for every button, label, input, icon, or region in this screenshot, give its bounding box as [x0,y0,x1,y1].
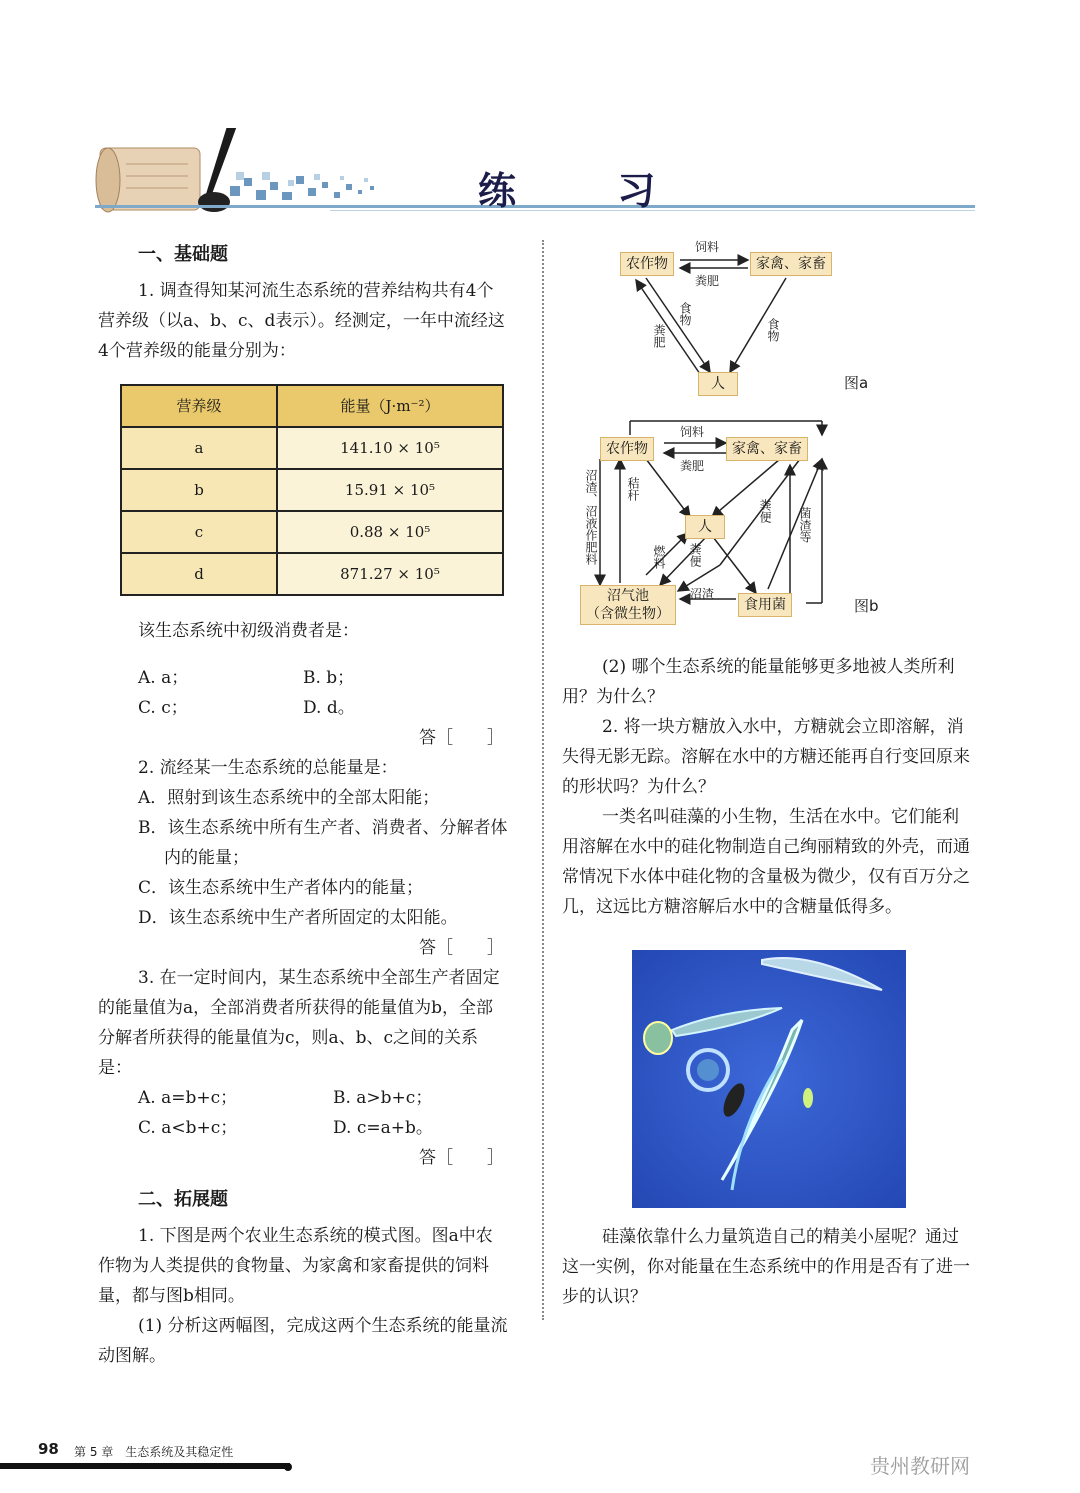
fig-b-mushroom-residue-label: 菌渣等 [798,507,812,543]
q2-option-a: A．照射到该生态系统中的全部太阳能； [138,788,440,808]
q2-stem: 2. 流经某一生态系统的总能量是： [138,758,398,778]
q1-option-d: D. d。 [303,698,355,718]
fig-a-manure-label: 粪肥 [695,274,720,288]
fig-b-mushroom-node: 食用菌 [738,593,792,617]
fig-b-livestock-node: 家禽、家畜 [726,437,808,461]
q3-answer-blank[interactable]: 答［ ］ [419,1148,504,1168]
table-cell: 141.10 × 10⁵ [277,427,503,469]
fig-a-feed-label: 饲料 [695,240,720,254]
fig-b-residue-fertilizer-label: 沼渣、沼液作肥料 [584,469,598,565]
q3-options-row1 [138,1083,508,1113]
table-header-row [121,385,503,427]
q3-option-b: B. a>b+c； [333,1088,433,1108]
column-divider [542,240,544,1320]
fig-b-residue-label: 沼渣 [690,587,715,601]
header-pixel-decoration [230,168,390,208]
footer-rule [0,1463,290,1469]
table-cell: d [121,553,277,595]
q3-option-c: C. a<b+c； [138,1118,238,1138]
q1-option-c: C. c； [138,698,188,718]
right-column [562,652,974,922]
fig-a-human-node: 人 [698,372,738,396]
table-cell: 0.88 × 10⁵ [277,511,503,553]
q1-stem: 1. 调查得知某河流生态系统的营养结构共有4个营养级（以a、b、c、d表示）。经测定，一年中流经这4个营养级的能量分别为： [98,281,505,361]
q1-question: 该生态系统中初级消费者是： [138,621,359,641]
fig-b-crops-node: 农作物 [600,437,654,461]
q2-option-b: B．该生态系统中所有生产者、消费者、分解者体内的能量； [138,818,508,868]
ext-q1-part2: (2) 哪个生态系统的能量能够更多地被人类所利用？为什么？ [562,657,955,707]
fig-b-excrement-label: 粪便 [688,543,702,567]
fig-b-fuel-label: 燃料 [652,545,666,569]
fig-b-biogas-node: 沼气池 （含微生物） [580,585,676,625]
q1-option-a: A. a； [138,668,189,688]
fig-b-manure-label: 粪肥 [680,459,705,473]
fig-b-caption: 图b [854,597,879,615]
page-number: 98 [38,1440,59,1458]
ext-q1-part1: (1) 分析这两幅图，完成这两个生态系统的能量流动图解。 [98,1316,508,1366]
chapter-label: 第 5 章 生态系统及其稳定性 [74,1445,234,1459]
fig-b-straw-label: 秸秆 [626,477,640,501]
figure-a [560,232,980,412]
ext-q2-para3: 硅藻依靠什么力量筑造自己的精美小屋呢？通过这一实例，你对能量在生态系统中的作用是否有了进一步的认识？ [562,1227,970,1307]
closing-paragraph-wrap [562,1222,974,1312]
q3-option-d: D. c=a+b。 [333,1118,433,1138]
q3-stem: 3. 在一定时间内，某生态系统中全部生产者固定的能量值为a，全部消费者所获得的能量值为b，全部分解者所获得的能量值为c，则a、b、c之间的关系是： [98,968,500,1078]
q1-answer-blank[interactable]: 答［ ］ [419,728,504,748]
ext-q2-para2: 一类名叫硅藻的小生物，生活在水中。它们能利用溶解在水中的硅化物制造自己绚丽精致的外壳，而通常情况下水体中硅化物的含量极为微少，仅有百万分之几，这远比方糖溶解后水中的含糖量低得多。 [562,807,970,917]
left-column [98,240,508,1371]
section1-heading: 一、基础题 [138,244,228,265]
figure-b [560,415,980,635]
page-title: 练 习 [478,168,700,213]
table-row [121,511,503,553]
fig-a-caption: 图a [844,374,869,392]
fig-a-food-left-label: 食物 [678,302,692,326]
energy-table [120,384,504,596]
q1-options-row2 [138,693,508,723]
table-cell: b [121,469,277,511]
ext-q1-stem: 1. 下图是两个农业生态系统的模式图。图a中农作物为人类提供的食物量、为家禽和家畜提供的饲料量，都与图b相同。 [98,1226,493,1306]
fig-b-excrement2-label: 粪便 [758,499,772,523]
table-cell: a [121,427,277,469]
table-cell: 871.27 × 10⁵ [277,553,503,595]
fig-a-food-right-label: 食物 [766,318,780,342]
fig-b-feed-label: 饲料 [680,425,705,439]
watermark: 贵州教研网 [870,1454,970,1478]
fig-a-manure-left-label: 粪肥 [652,324,666,348]
q2-answer-blank[interactable]: 答［ ］ [419,938,504,958]
table-row [121,553,503,595]
table-header-energy: 能量（J·m⁻²） [277,385,503,427]
fig-b-human-node: 人 [685,515,725,539]
table-cell: c [121,511,277,553]
section2-heading: 二、拓展题 [138,1189,228,1210]
table-cell: 15.91 × 10⁵ [277,469,503,511]
q2-option-d: D．该生态系统中生产者所固定的太阳能。 [138,908,458,928]
diatom-photo [632,950,906,1208]
q2-option-c: C．该生态系统中生产者体内的能量； [138,878,424,898]
footer-rule-dot [284,1463,292,1471]
fig-a-livestock-node: 家禽、家畜 [750,252,832,276]
table-row [121,469,503,511]
table-row [121,427,503,469]
header-scroll-icon [88,128,238,216]
q1-options-row1 [138,663,508,693]
ext-q2-para1: 2. 将一块方糖放入水中，方糖就会立即溶解，消失得无影无踪。溶解在水中的方糖还能再自行变回原来的形状吗？为什么？ [562,717,970,797]
q3-options-row2 [138,1113,508,1143]
q3-option-a: A. a=b+c； [138,1088,238,1108]
q1-option-b: B. b； [303,668,355,688]
table-header-level: 营养级 [121,385,277,427]
fig-a-crops-node: 农作物 [620,252,674,276]
